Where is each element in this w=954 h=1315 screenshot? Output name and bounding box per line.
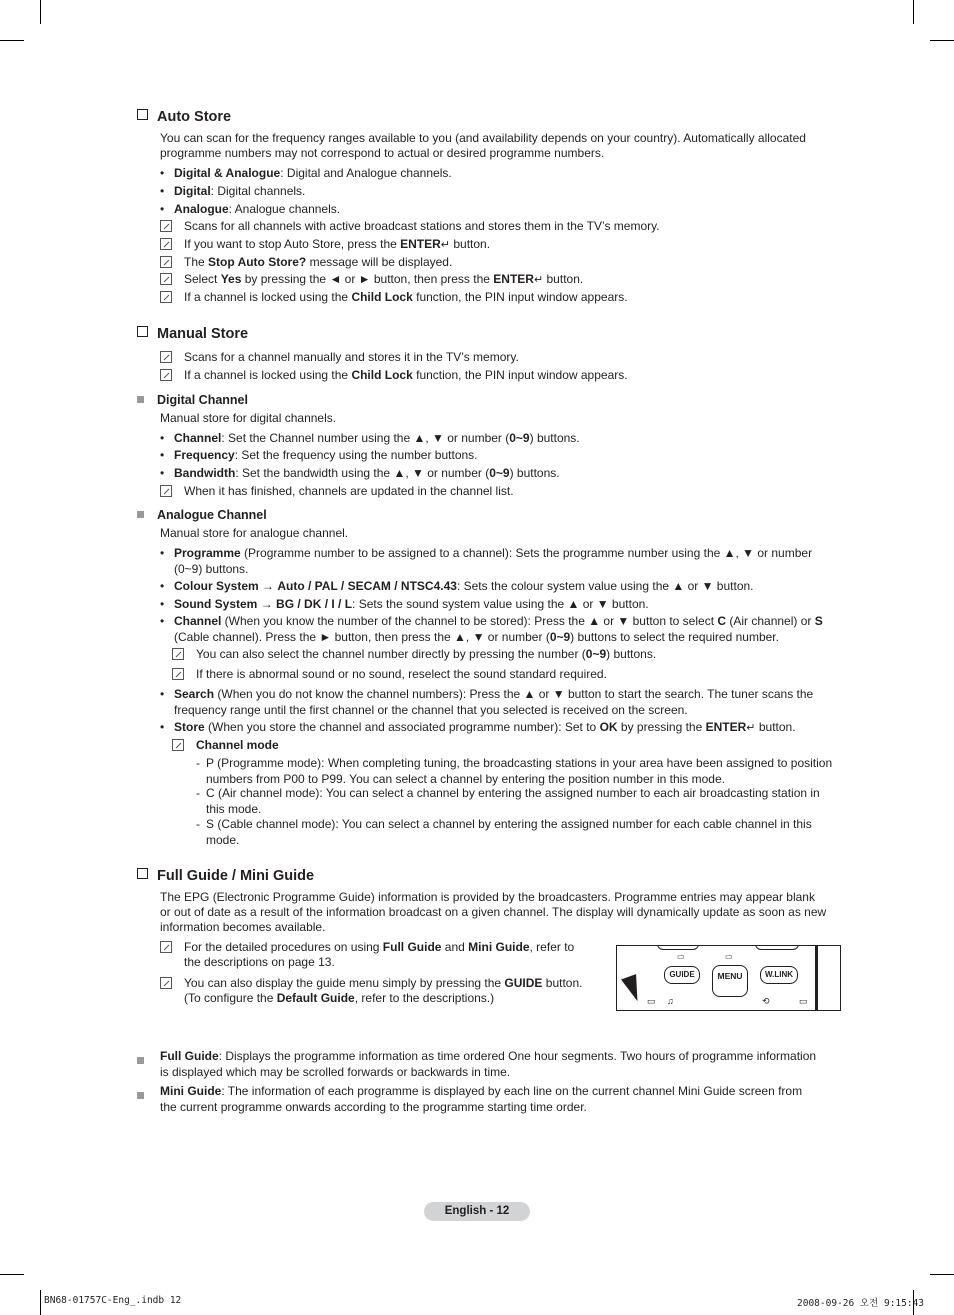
checkbox-icon [137,868,148,879]
return-icon: ⟲ [762,996,770,1006]
full-guide-intro: The EPG (Electronic Programme Guide) information is provided by the broadcasters. Programme entries may appear blank or out of date as a result of the information broadcast on a given channel. The display will dynamically update as soon as new information becomes available. [160,890,827,934]
auto-store-intro: You can scan for the frequency ranges available to you (and availability depends on your country). Automatically allocated programme numbers may not correspond to actual or desired programme numbers. [160,131,806,160]
square-bullet-icon [137,1057,144,1064]
manual-store-heading: Manual Store [137,326,248,342]
remote-control-illustration [616,945,841,1011]
note-icon [172,668,184,680]
digital-channel-heading: Digital Channel [137,393,248,407]
note-icon [160,291,172,303]
digital-channel-intro: Manual store for digital channels. [160,411,337,425]
wlink-button-icon: W.LINK [760,966,798,984]
speaker-icon: ♫ [667,996,674,1006]
note-icon [160,351,172,363]
note-icon [172,739,184,751]
square-bullet-icon [137,396,144,403]
crop-mark [40,1290,41,1315]
full-guide-heading: Full Guide / Mini Guide [137,868,314,884]
note-icon [160,941,172,953]
guide-button-icon: GUIDE [664,966,700,984]
note-icon [160,256,172,268]
checkbox-icon [137,109,148,120]
note-icon [160,220,172,232]
note-icon [160,238,172,250]
auto-store-heading: Auto Store [137,109,231,125]
note-icon [160,273,172,285]
footer-file-name: BN68-01757C-Eng_.indb 12 [44,1295,182,1306]
info-icon: ▭ [725,952,733,961]
crop-mark [40,0,41,24]
crop-mark [930,40,954,41]
enter-icon: ↵ [746,722,756,734]
info-icon: ▭ [677,952,685,961]
note-icon [160,485,172,497]
footer-timestamp: 2008-09-26 오전 9:15:43 [797,1298,925,1309]
crop-mark [0,1274,24,1275]
analogue-channel-intro: Manual store for analogue channel. [160,526,349,540]
note-icon [172,648,184,660]
menu-button-icon: MENU [712,965,748,997]
info-icon: ▭ [647,996,656,1006]
note-icon [160,369,172,381]
note-icon [160,977,172,989]
info-icon: ▭ [799,996,808,1006]
crop-mark [913,0,914,24]
crop-mark [0,40,24,41]
analogue-channel-heading: Analogue Channel [137,508,267,522]
checkbox-icon [137,326,148,337]
enter-icon: ↵ [533,274,544,286]
square-bullet-icon [137,511,144,518]
square-bullet-icon [137,1092,144,1099]
crop-mark [930,1274,954,1275]
page-number-label: English - 12 [424,1202,530,1221]
enter-icon: ↵ [440,239,451,251]
